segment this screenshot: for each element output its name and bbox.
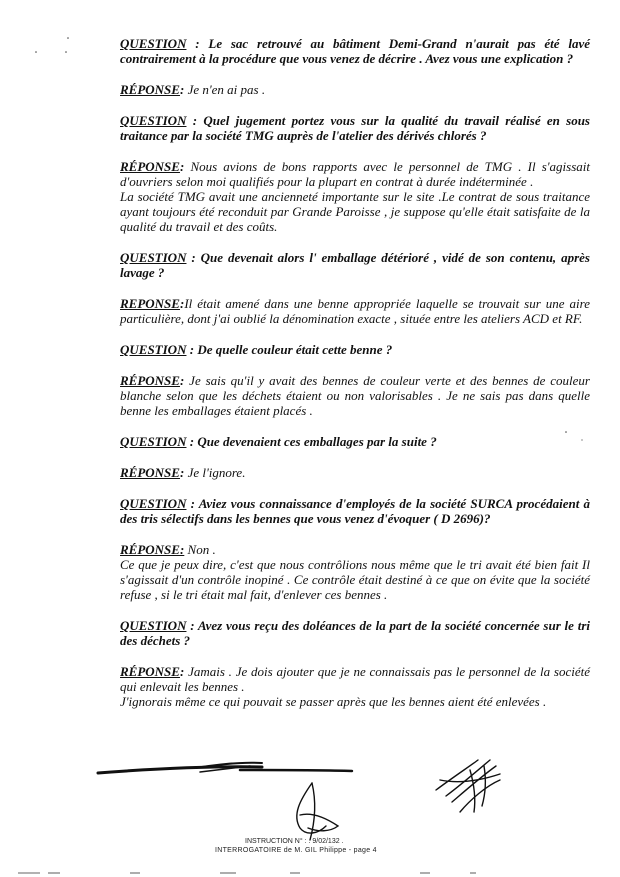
answer-label: RÉPONSE bbox=[120, 465, 180, 480]
question-label: QUESTION bbox=[120, 342, 187, 357]
question-label: QUESTION bbox=[120, 250, 187, 265]
question-text: Que devenait alors l' emballage détérioré , vidé de son contenu, après lavage ? bbox=[120, 250, 590, 280]
question-label: QUESTION bbox=[120, 496, 187, 511]
answer-text: Je n'en ai pas . bbox=[187, 82, 266, 97]
answer-text: Jamais . Je dois ajouter que je ne connaissais pas le personnel de la société qui enlevait les bennes . bbox=[120, 664, 590, 694]
answer-label: REPONSE bbox=[120, 296, 180, 311]
question-text: Aviez vous connaissance d'employés de la société SURCA procédaient à des tris sélectifs dans les bennes que vous venez d'évoquer ( D 2696)? bbox=[120, 496, 590, 526]
label-separator: : bbox=[179, 664, 189, 679]
label-separator: : bbox=[186, 36, 209, 51]
question-text: Quel jugement portez vous sur la qualité du travail réalisé en sous traitance par la société TMG auprès de l'atelier des dérivés chlorés ? bbox=[120, 113, 590, 143]
question-text: De quelle couleur était cette benne ? bbox=[197, 342, 393, 357]
answer-text: Il était amené dans une benne appropriée laquelle se trouvait sur une aire particulière, dont j'ai oublié la dénomination exacte , située entre les ateliers ACD et RF. bbox=[120, 296, 590, 326]
signature-witness bbox=[436, 760, 500, 812]
answer-label: RÉPONSE bbox=[120, 373, 180, 388]
label-separator: : bbox=[179, 82, 188, 97]
question-label: QUESTION bbox=[120, 618, 187, 633]
question-text: Avez vous reçu des doléances de la part de la société concernée sur le tri des déchets ? bbox=[120, 618, 590, 648]
signature-officer bbox=[297, 783, 338, 840]
question-text: Que devenaient ces emballages par la suite ? bbox=[197, 434, 437, 449]
answer-text: Nous avions de bons rapports avec le personnel de TMG . Il s'agissait d'ouvriers selon moi qualifiés pour la plupart en contrat à durée indéterminée . bbox=[120, 159, 590, 189]
interrogatoire-page-line: INTERROGATOIRE de M. GIL Philippe - page 4 bbox=[215, 847, 377, 854]
answer-label: RÉPONSE: bbox=[120, 542, 185, 557]
answer-label: RÉPONSE bbox=[120, 664, 180, 679]
answer-text: Non . bbox=[187, 542, 216, 557]
answer-text: Je l'ignore. bbox=[187, 465, 246, 480]
margin-specks bbox=[35, 37, 582, 440]
label-separator: : bbox=[186, 618, 198, 633]
answer-label: RÉPONSE bbox=[120, 159, 180, 174]
question-label: QUESTION bbox=[120, 113, 187, 128]
label-separator: : bbox=[179, 296, 185, 311]
signature-stroke-left bbox=[98, 763, 352, 773]
label-separator: : bbox=[186, 434, 198, 449]
label-separator: : bbox=[186, 250, 201, 265]
instruction-number: INSTRUCTION N° : . 9/02/132 . bbox=[245, 838, 344, 845]
answer-text: La société TMG avait une ancienneté importante sur le site .Le contrat de sous traitance ayant toujours été reconduit par Grande Paroisse , je suppose qu'elle était satisfaite de la qualité du travail et des coûts. bbox=[120, 189, 590, 234]
label-separator: : bbox=[179, 159, 191, 174]
question-label: QUESTION bbox=[120, 434, 187, 449]
answer-label: RÉPONSE bbox=[120, 82, 180, 97]
label-separator: : bbox=[179, 373, 190, 388]
answer-text: J'ignorais même ce qui pouvait se passer après que les bennes aient été enlevées . bbox=[120, 694, 547, 709]
label-separator: : bbox=[186, 496, 199, 511]
label-separator: : bbox=[179, 465, 188, 480]
answer-text: Ce que je peux dire, c'est que nous contrôlions nous même que le tri avait été bien fait Il s'agissait d'un contrôle inopiné . Ce contrôle était destiné à ce que on évite que la société refuse , si le tri était mal fait, d'enlever ces bennes . bbox=[120, 557, 590, 602]
label-separator: : bbox=[186, 342, 198, 357]
question-label: QUESTION bbox=[120, 36, 187, 51]
answer-text: Je sais qu'il y avait des bennes de couleur verte et des bennes de couleur blanche selon que les déchets étaient ou non valorisables . Je ne sais pas dans quelle benne les emballages étaient placés . bbox=[120, 373, 590, 418]
label-separator: : bbox=[186, 113, 204, 128]
question-text: Le sac retrouvé au bâtiment Demi-Grand n'aurait pas été lavé contrairement à la procédure que vous venez de décrire . Avez vous une explication ? bbox=[120, 36, 590, 66]
